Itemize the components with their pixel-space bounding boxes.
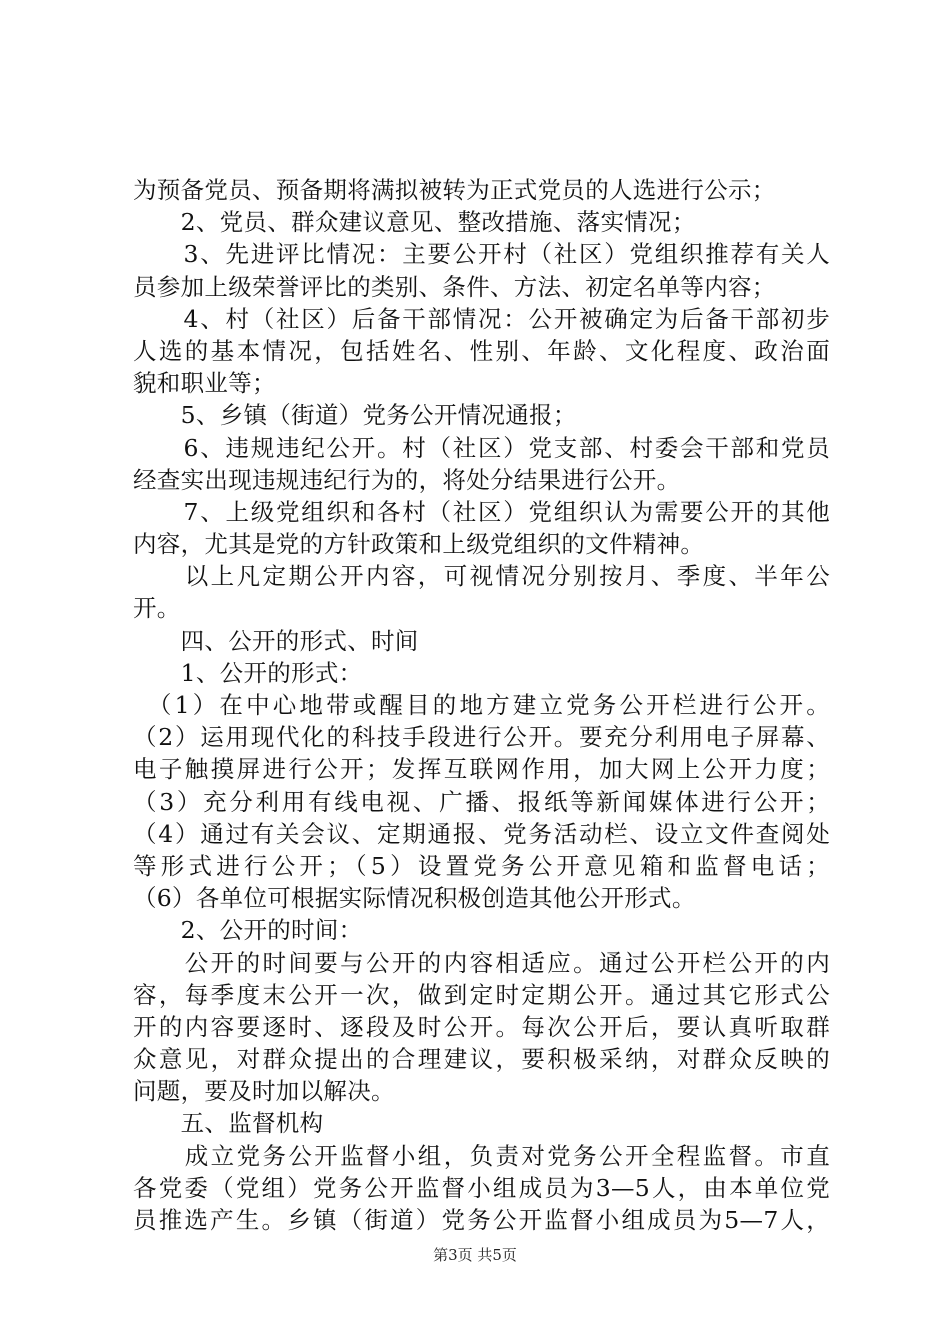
text-line: 5、乡镇（街道）党务公开情况通报；	[133, 401, 577, 430]
text-line: 以上凡定期公开内容，可视情况分别按月、季度、半年公	[133, 562, 830, 591]
text-line: 人选的基本情况，包括姓名、性别、年龄、文化程度、政治面	[133, 336, 830, 365]
text-line: 1、公开的形式：	[133, 658, 363, 687]
text-line: 3、先进评比情况：主要公开村（社区）党组织推荐有关人	[133, 240, 830, 269]
text-line: 等形式进行公开；（5）设置党务公开意见箱和监督电话；	[133, 851, 830, 880]
text-line: 容，每季度末公开一次，做到定时定期公开。通过其它形式公	[133, 980, 830, 1009]
text-line: 6、违规违纪公开。村（社区）党支部、村委会干部和党员	[133, 433, 830, 462]
text-line: 员推选产生。乡镇（街道）党务公开监督小组成员为5—7人，	[133, 1206, 830, 1234]
text-line: 电子触摸屏进行公开；发挥互联网作用，加大网上公开力度；	[133, 755, 830, 784]
text-line: 2、党员、群众建议意见、整改措施、落实情况；	[133, 208, 696, 237]
text-line: 四、公开的形式、时间	[133, 626, 419, 655]
text-line: 7、上级党组织和各村（社区）党组织认为需要公开的其他	[133, 497, 830, 526]
text-line: 开的内容要逐时、逐段及时公开。每次公开后，要认真听取群	[133, 1012, 830, 1041]
text-line: （2）运用现代化的科技手段进行公开。要充分利用电子屏幕、	[133, 723, 830, 752]
text-line: （3）充分利用有线电视、广播、报纸等新闻媒体进行公开；	[133, 787, 830, 816]
text-line: 2、公开的时间：	[133, 916, 363, 945]
text-line: 公开的时间要与公开的内容相适应。通过公开栏公开的内	[133, 948, 830, 977]
text-line: （1）在中心地带或醒目的地方建立党务公开栏进行公开。	[133, 691, 830, 719]
text-line: 为预备党员、预备期将满拟被转为正式党员的人选进行公示；	[133, 176, 776, 204]
text-line: 4、村（社区）后备干部情况：公开被确定为后备干部初步	[133, 304, 830, 333]
text-line: 成立党务公开监督小组，负责对党务公开全程监督。市直	[133, 1141, 830, 1170]
text-line: 问题，要及时加以解决。	[133, 1077, 395, 1106]
document-body	[133, 174, 830, 1236]
text-line: 五、监督机构	[133, 1109, 324, 1138]
text-line: 众意见，对群众提出的合理建议，要积极采纳，对群众反映的	[133, 1045, 830, 1074]
text-line: （4）通过有关会议、定期通报、党务活动栏、设立文件查阅处	[133, 819, 830, 848]
text-line: 各党委（党组）党务公开监督小组成员为3—5人，由本单位党	[133, 1173, 830, 1202]
text-line: 貌和职业等；	[133, 369, 276, 398]
text-line: 员参加上级荣誉评比的类别、条件、方法、初定名单等内容；	[133, 272, 776, 301]
text-line: 经查实出现违规违纪行为的，将处分结果进行公开。	[133, 465, 681, 494]
text-line: 开。	[133, 594, 181, 623]
page-footer: 第3页 共5页	[433, 1246, 517, 1264]
text-line: （6）各单位可根据实际情况积极创造其他公开形式。	[133, 884, 696, 913]
text-line: 内容，尤其是党的方针政策和上级党组织的文件精神。	[133, 530, 705, 559]
